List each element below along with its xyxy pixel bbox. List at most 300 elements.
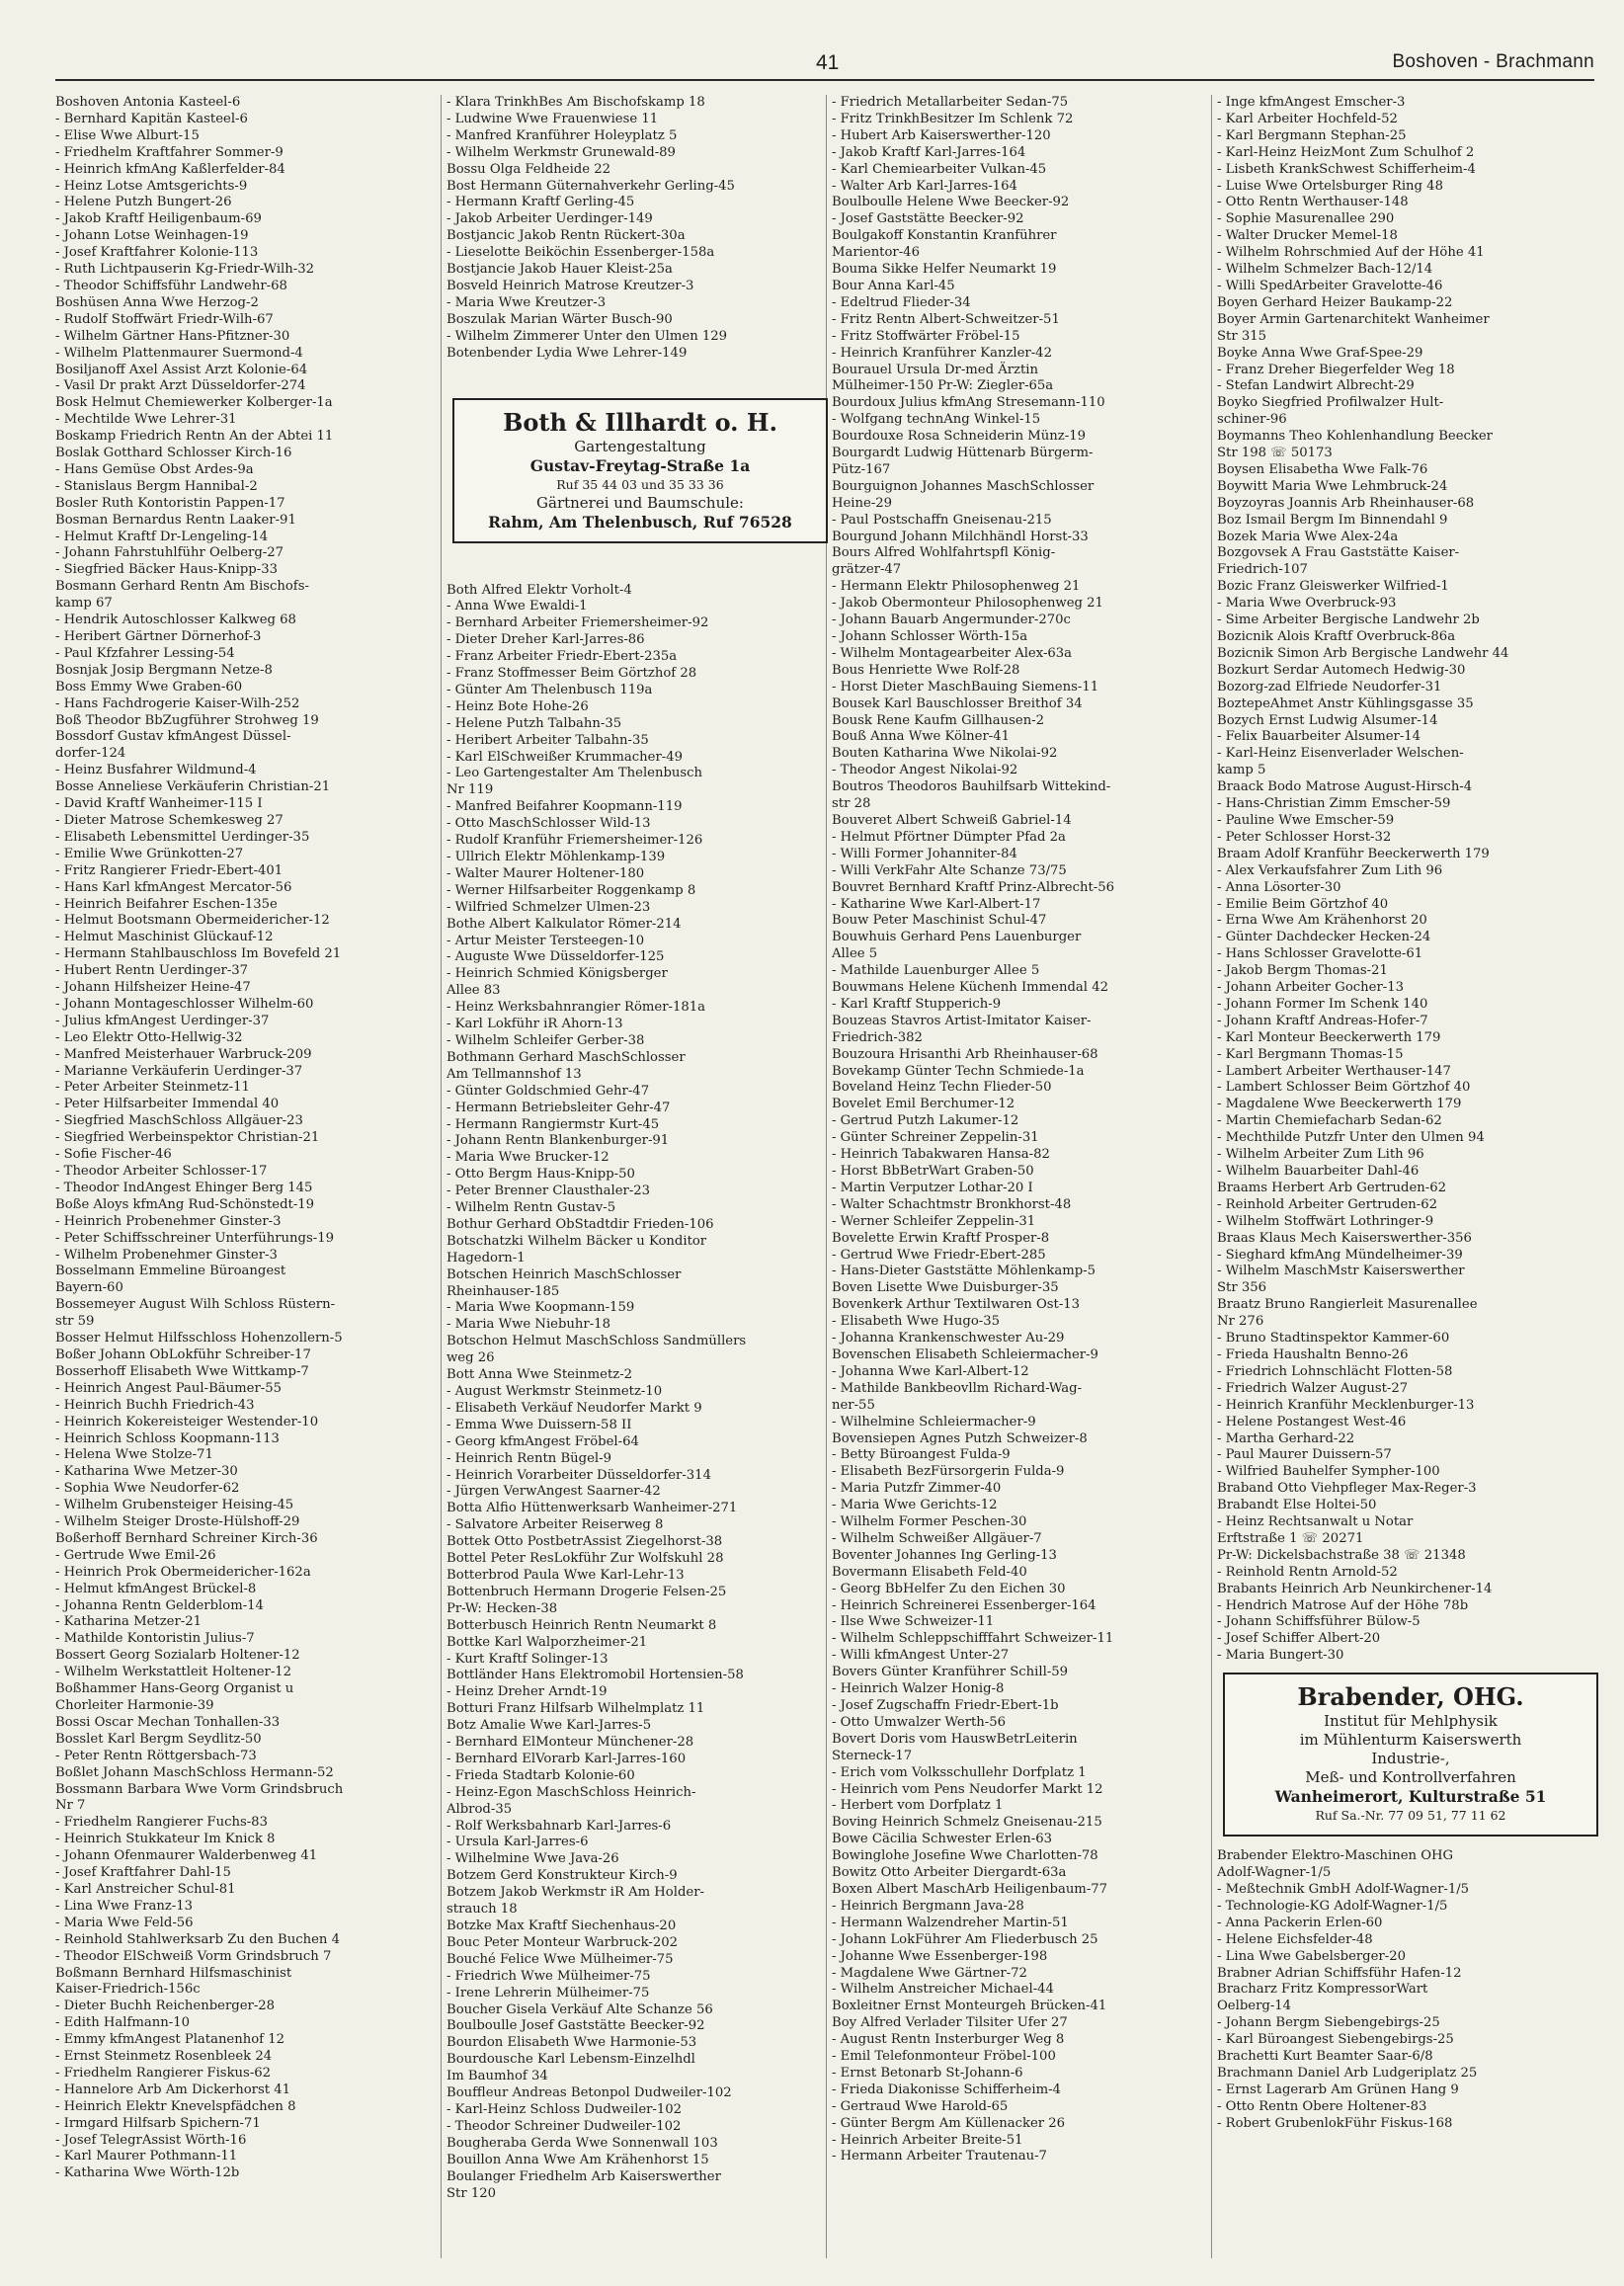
directory-entry: Bovers Günter Kranführer Schill-59 <box>832 1665 1069 1680</box>
directory-entry: - Günter Schreiner Zeppelin-31 <box>832 1130 1039 1146</box>
directory-entry: - Willi VerkFahr Alte Schanze 73/75 <box>832 862 1067 878</box>
directory-entry: Boße Aloys kfmAng Rud-Schönstedt-19 <box>55 1196 315 1212</box>
directory-entry: - Helene Putzh Talbahn-35 <box>447 715 622 731</box>
directory-entry: - Heinrich vom Pens Neudorfer Markt 12 <box>832 1781 1103 1797</box>
directory-entry: - Sieghard kfmAng Mündelheimer-39 <box>1217 1247 1463 1263</box>
directory-entry: - Frieda Diakonisse Schifferheim-4 <box>832 2082 1061 2097</box>
directory-entry: - Emil Telefonmonteur Fröbel-100 <box>832 2049 1056 2065</box>
directory-entry: Bott Anna Wwe Steinmetz-2 <box>447 1367 633 1383</box>
directory-entry: - Ursula Karl-Jarres-6 <box>447 1835 589 1850</box>
directory-entry: Boss Emmy Wwe Graben-60 <box>55 679 243 694</box>
directory-entry: str 28 <box>832 796 871 812</box>
directory-entry: - Heinrich Buchh Friedrich-43 <box>55 1397 255 1413</box>
directory-entry: - Wilhelm Rohrschmied Auf der Höhe 41 <box>1217 245 1485 261</box>
directory-entry: Str 120 <box>447 2185 497 2201</box>
directory-entry: Bozgovsek A Frau Gaststätte Kaiser- <box>1217 545 1460 561</box>
directory-entry: - Wilfried Schmelzer Ulmen-23 <box>447 899 651 915</box>
directory-entry: Bowinglohe Josefine Wwe Charlotten-78 <box>832 1848 1098 1864</box>
directory-entry: Boyer Armin Gartenarchitekt Wanheimer <box>1217 311 1490 327</box>
directory-entry: - Heinrich Vorarbeiter Düsseldorfer-314 <box>447 1467 711 1483</box>
directory-entry: - Otto Bergm Haus-Knipp-50 <box>447 1167 635 1183</box>
directory-entry: Bosnjak Josip Bergmann Netze-8 <box>55 662 273 678</box>
directory-entry: - Josef Schiffer Albert-20 <box>1217 1631 1381 1647</box>
directory-entry: - Fritz Rangierer Friedr-Ebert-401 <box>55 862 284 878</box>
directory-entry: - Martha Gerhard-22 <box>1217 1430 1355 1446</box>
directory-entry: Boulgakoff Konstantin Kranführer <box>832 228 1057 244</box>
directory-entry: Bousk Rene Kaufm Gillhausen-2 <box>832 712 1045 728</box>
directory-entry: - Heinrich Schloss Koopmann-113 <box>55 1430 280 1446</box>
directory-entry: Braband Otto Viehpfleger Max-Reger-3 <box>1217 1481 1477 1497</box>
directory-entry: - Helmut Kraftf Dr-Lengeling-14 <box>55 529 269 544</box>
directory-entry: Boxleitner Ernst Monteurgeh Brücken-41 <box>832 1999 1107 2014</box>
directory-entry: - Ullrich Elektr Möhlenkamp-139 <box>447 850 666 864</box>
directory-entry: - Helmut kfmAngest Brückel-8 <box>55 1581 257 1596</box>
directory-entry: - Helene Putzh Bungert-26 <box>55 195 232 210</box>
ad-address: Gustav-Freytag-Straße 1a <box>529 455 751 475</box>
column-1-entries <box>55 95 443 2182</box>
directory-entry: Bayern-60 <box>55 1280 123 1296</box>
directory-entry: - Wilhelm Grubensteiger Heising-45 <box>55 1498 294 1513</box>
directory-entry: - Karl Monteur Beeckerwerth 179 <box>1217 1029 1441 1045</box>
directory-entry: Boszulak Marian Wärter Busch-90 <box>447 311 673 327</box>
directory-entry: - Mathilde Kontoristin Julius-7 <box>55 1631 255 1647</box>
directory-entry: - Inge kfmAngest Emscher-3 <box>1217 95 1406 110</box>
directory-entry: - Bernhard ElVorarb Karl-Jarres-160 <box>447 1751 687 1766</box>
directory-entry: Boy Alfred Verlader Tilsiter Ufer 27 <box>832 2015 1068 2031</box>
directory-entry: Braas Klaus Mech Kaiserswerther-356 <box>1217 1230 1472 1246</box>
directory-entry: - Maria Wwe Gerichts-12 <box>832 1498 998 1513</box>
directory-entry: Bour Anna Karl-45 <box>832 278 955 293</box>
directory-entry: - Emma Wwe Duissern-58 II <box>447 1417 632 1432</box>
directory-entry: Bozek Maria Wwe Alex-24a <box>1217 529 1399 544</box>
directory-entry: Oelberg-14 <box>1217 1999 1292 2014</box>
directory-entry: - Wilhelm Arbeiter Zum Lith 96 <box>1217 1147 1424 1163</box>
directory-entry: - Willi Former Johanniter-84 <box>832 846 1017 861</box>
directory-entry: Boyen Gerhard Heizer Baukamp-22 <box>1217 294 1453 310</box>
directory-entry: Boutros Theodoros Bauhilfsarb Wittekind- <box>832 779 1111 795</box>
directory-entry: Bottenbruch Hermann Drogerie Felsen-25 <box>447 1584 727 1599</box>
directory-entry: Bostjancie Jakob Hauer Kleist-25a <box>447 262 673 278</box>
directory-entry: - Wilhelm Rentn Gustav-5 <box>447 1200 616 1216</box>
directory-entry: - Hermann Rangiermstr Kurt-45 <box>447 1116 660 1132</box>
directory-entry: Bouvret Bernhard Kraftf Prinz-Albrecht-56 <box>832 879 1115 895</box>
directory-entry: Bosiljanoff Axel Assist Arzt Kolonie-64 <box>55 362 308 377</box>
directory-entry: - David Kraftf Wanheimer-115 I <box>55 796 263 812</box>
directory-entry: Bottek Otto PostbetrAssist Ziegelhorst-38 <box>447 1534 723 1550</box>
directory-entry: Bowitz Otto Arbeiter Diergardt-63a <box>832 1865 1067 1881</box>
directory-entry: Bostjancic Jakob Rentn Rückert-30a <box>447 228 686 244</box>
directory-entry: - Hannelore Arb Am Dickerhorst 41 <box>55 2082 290 2097</box>
directory-entry: - Theodor ElSchweiß Vorm Grindsbruch 7 <box>55 1948 332 1964</box>
directory-entry: Bourdouxe Rosa Schneiderin Münz-19 <box>832 429 1086 445</box>
ad-phone: Ruf 35 44 03 und 35 33 36 <box>556 476 724 492</box>
directory-entry: Pr-W: Dickelsbachstraße 38 ☏ 21348 <box>1217 1547 1466 1563</box>
directory-entry: weg 26 <box>447 1350 495 1366</box>
directory-entry: - Manfred Meisterhauer Warbruck-209 <box>55 1046 312 1062</box>
directory-entry: - Karl-Heinz Schloss Dudweiler-102 <box>447 2101 683 2117</box>
directory-entry: Chorleiter Harmonie-39 <box>55 1698 214 1713</box>
directory-entry: ner-55 <box>832 1397 875 1413</box>
column-1 <box>55 95 443 2268</box>
directory-entry: - Lisbeth KrankSchwest Schifferheim-4 <box>1217 161 1476 177</box>
directory-entry: - Katharina Metzer-21 <box>55 1614 202 1630</box>
directory-entry: Bothmann Gerhard MaschSchlosser <box>447 1049 686 1065</box>
advertisement-both-illhardt <box>452 398 828 543</box>
directory-entry: - Marianne Verkäuferin Uerdinger-37 <box>55 1063 303 1079</box>
ad-phone: Ruf Sa.-Nr. 77 09 51, 77 11 62 <box>1315 1808 1506 1824</box>
directory-entry: Bozic Franz Gleiswerker Wilfried-1 <box>1217 579 1449 595</box>
page-number: 41 <box>816 51 840 74</box>
directory-entry: - Hans Schlosser Gravelotte-61 <box>1217 946 1423 962</box>
header-rule <box>55 79 1594 81</box>
directory-entry: Boysen Elisabetha Wwe Falk-76 <box>1217 461 1428 477</box>
directory-entry: Bouma Sikke Helfer Neumarkt 19 <box>832 262 1057 278</box>
directory-entry: - Technologie-KG Adolf-Wagner-1/5 <box>1217 1898 1448 1914</box>
directory-entry: - Johanna Krankenschwester Au-29 <box>832 1331 1065 1347</box>
directory-entry: - Heinz Lotse Amtsgerichts-9 <box>55 178 248 194</box>
directory-entry: Boshoven Antonia Kasteel-6 <box>55 95 241 110</box>
directory-entry: Bourdoux Julius kfmAng Stresemann-110 <box>832 395 1105 411</box>
directory-entry: Brachmann Daniel Arb Ludgeriplatz 25 <box>1217 2065 1478 2081</box>
directory-entry: - Sophia Wwe Neudorfer-62 <box>55 1481 240 1497</box>
directory-entry: Botterbusch Heinrich Rentn Neumarkt 8 <box>447 1617 717 1633</box>
directory-entry: - Johann Hilfsheizer Heine-47 <box>55 980 251 996</box>
directory-entry: - Otto Umwalzer Werth-56 <box>832 1714 1007 1730</box>
directory-entry: - Pauline Wwe Emscher-59 <box>1217 812 1395 828</box>
directory-entry: - Johann Montageschlosser Wilhelm-60 <box>55 996 314 1012</box>
directory-entry: - Heinz-Egon MaschSchloss Heinrich- <box>447 1784 696 1800</box>
directory-entry: Bosveld Heinrich Matrose Kreutzer-3 <box>447 278 694 293</box>
directory-entry: Botschatzki Wilhelm Bäcker u Konditor <box>447 1233 707 1249</box>
directory-entry: Boveland Heinz Techn Flieder-50 <box>832 1080 1052 1096</box>
directory-entry: Bozych Ernst Ludwig Alsumer-14 <box>1217 712 1438 728</box>
directory-entry: - Herbert vom Dorfplatz 1 <box>832 1798 1004 1814</box>
ad-line: Gartengestaltung <box>574 437 706 455</box>
directory-entry: - Bernhard Kapitän Kasteel-6 <box>55 111 248 126</box>
directory-entry: - Willi SpedArbeiter Gravelotte-46 <box>1217 278 1443 293</box>
directory-entry: - Werner Schleifer Zeppelin-31 <box>832 1213 1036 1229</box>
directory-entry: Friedrich-107 <box>1217 562 1308 578</box>
directory-entry: - Martin Chemiefacharb Sedan-62 <box>1217 1113 1442 1129</box>
directory-entry: - Wilhelm Gärtner Hans-Pfitzner-30 <box>55 328 290 344</box>
directory-entry: - Willi kfmAngest Unter-27 <box>832 1648 1010 1664</box>
directory-entry: - Helmut Pförtner Dümpter Pfad 2a <box>832 829 1066 845</box>
directory-entry: - Wilhelm Zimmerer Unter den Ulmen 129 <box>447 328 728 344</box>
directory-entry: - Bernhard Arbeiter Friemersheimer-92 <box>447 615 709 631</box>
directory-entry: - Elisabeth Verkäuf Neudorfer Markt 9 <box>447 1400 702 1416</box>
directory-entry: - Wilhelm Werkstattleit Holtener-12 <box>55 1665 292 1680</box>
directory-entry: Boß Theodor BbZugführer Strohweg 19 <box>55 712 319 728</box>
directory-entry: Boulboulle Helene Wwe Beecker-92 <box>832 195 1070 210</box>
directory-entry: - Horst Dieter MaschBauing Siemens-11 <box>832 679 1099 694</box>
directory-entry: - Fritz TrinkhBesitzer Im Schlenk 72 <box>832 111 1074 126</box>
directory-entry: - Reinhold Stahlwerksarb Zu den Buchen 4 <box>55 1931 340 1947</box>
directory-entry: Bouwmans Helene Küchenh Immendal 42 <box>832 980 1108 996</box>
directory-entry: - Georg BbHelfer Zu den Eichen 30 <box>832 1581 1066 1596</box>
directory-entry: - Leo Gartengestalter Am Thelenbusch <box>447 766 703 781</box>
directory-entry: Bossert Georg Sozialarb Holtener-12 <box>55 1648 300 1664</box>
directory-entry: - Wilhelmine Schleiermacher-9 <box>832 1414 1036 1429</box>
directory-entry: Am Tellmannshof 13 <box>447 1066 582 1082</box>
directory-entry: - Mechtilde Wwe Lehrer-31 <box>55 412 237 428</box>
directory-entry: - August Werkmstr Steinmetz-10 <box>447 1384 663 1399</box>
directory-entry: Bosslet Karl Bergm Seydlitz-50 <box>55 1731 262 1747</box>
directory-entry: - Heinrich Kranführ Mecklenburger-13 <box>1217 1397 1475 1413</box>
directory-entry: Nr 119 <box>447 782 494 798</box>
directory-entry: Albrod-35 <box>447 1801 513 1817</box>
directory-entry: Str 356 <box>1217 1280 1267 1296</box>
directory-entry: - Heinz Busfahrer Wildmund-4 <box>55 763 257 778</box>
directory-entry: - Siegfried Werbeinspektor Christian-21 <box>55 1130 320 1146</box>
directory-entry: - Kurt Kraftf Solinger-13 <box>447 1651 609 1667</box>
directory-entry: - Wilhelmine Wwe Java-26 <box>447 1851 619 1867</box>
directory-entry: Hagedorn-1 <box>447 1250 526 1265</box>
directory-entry: - Johanna Rentn Gelderblom-14 <box>55 1597 264 1613</box>
directory-entry: Boßlet Johann MaschSchloss Hermann-52 <box>55 1764 334 1780</box>
directory-entry: - Maria Wwe Brucker-12 <box>447 1150 609 1166</box>
directory-entry: - Peter Hilfsarbeiter Immendal 40 <box>55 1097 280 1112</box>
directory-entry: - Johann Rentn Blankenburger-91 <box>447 1133 670 1149</box>
directory-entry: - Mechthilde Putzfr Unter den Ulmen 94 <box>1217 1130 1485 1146</box>
directory-entry: - Hermann Kraftf Gerling-45 <box>447 195 635 210</box>
directory-entry: - Wilhelm Bauarbeiter Dahl-46 <box>1217 1164 1420 1179</box>
directory-entry: - Gertrud Putzh Lakumer-12 <box>832 1113 1019 1129</box>
directory-entry: - Heinrich Walzer Honig-8 <box>832 1681 1005 1697</box>
directory-entry: - Heinrich Bergmann Java-28 <box>832 1898 1024 1914</box>
directory-entry: - Peter Brenner Clausthaler-23 <box>447 1184 651 1199</box>
directory-entry: - Heinrich Angest Paul-Bäumer-55 <box>55 1380 282 1396</box>
directory-entry: - Gertrud Wwe Friedr-Ebert-285 <box>832 1247 1046 1263</box>
directory-entry: - Dieter Matrose Schemkesweg 27 <box>55 812 284 828</box>
directory-entry: Bosler Ruth Kontoristin Pappen-17 <box>55 495 285 511</box>
directory-entry: Bowe Cäcilia Schwester Erlen-63 <box>832 1832 1053 1847</box>
directory-entry: - Walter Maurer Holtener-180 <box>447 865 645 881</box>
directory-entry: Kaiser-Friedrich-156c <box>55 1982 201 1998</box>
directory-entry: - Paul Kfzfahrer Lessing-54 <box>55 645 235 661</box>
directory-entry: Bosmann Gerhard Rentn Am Bischofs- <box>55 579 309 595</box>
directory-entry: - Betty Büroangest Fulda-9 <box>832 1447 1011 1463</box>
directory-entry: - Johann Schlosser Wörth-15a <box>832 629 1028 644</box>
directory-entry: - Jakob Obermonteur Philosophenweg 21 <box>832 596 1103 612</box>
directory-entry: - Klara TrinkhBes Am Bischofskamp 18 <box>447 95 705 110</box>
directory-entry: - Hermann Walzendreher Martin-51 <box>832 1915 1069 1930</box>
directory-entry: - Ilse Wwe Schweizer-11 <box>832 1614 995 1630</box>
directory-entry: - Otto Rentn Obere Holtener-83 <box>1217 2098 1427 2114</box>
directory-entry: - Heinz Dreher Arndt-19 <box>447 1684 608 1700</box>
directory-entry: Boyke Anna Wwe Graf-Spee-29 <box>1217 345 1423 361</box>
directory-entry: - Heinrich Rentn Bügel-9 <box>447 1450 611 1466</box>
directory-entry: strauch 18 <box>447 1902 518 1918</box>
directory-entry: Bosse Anneliese Verkäuferin Christian-21 <box>55 779 331 795</box>
directory-entry: Boxen Albert MaschArb Heiligenbaum-77 <box>832 1881 1108 1897</box>
directory-entry: Boßer Johann ObLokführ Schreiber-17 <box>55 1347 311 1362</box>
directory-entry: BoztepeAhmet Anstr Kühlingsgasse 35 <box>1217 695 1474 711</box>
column-2 <box>447 95 834 2268</box>
directory-entry: - Robert GrubenlokFühr Fiskus-168 <box>1217 2115 1453 2131</box>
directory-entry: - Maria Wwe Overbruck-93 <box>1217 596 1397 612</box>
directory-entry: Bourdon Elisabeth Wwe Harmonie-53 <box>447 2035 697 2051</box>
ad-line: im Mühlenturm Kaiserswerth <box>1299 1731 1522 1750</box>
directory-entry: - Artur Meister Tersteegen-10 <box>447 933 645 948</box>
advertisement-brabender <box>1223 1673 1598 1837</box>
directory-entry: - Friedrich Walzer August-27 <box>1217 1380 1409 1396</box>
directory-entry: - Reinhold Arbeiter Gertruden-62 <box>1217 1196 1437 1212</box>
directory-entry: - Heinrich Tabakwaren Hansa-82 <box>832 1147 1050 1163</box>
directory-entry: - Ludwine Wwe Frauenwiese 11 <box>447 111 659 126</box>
directory-entry: Nr 276 <box>1217 1314 1264 1330</box>
directory-entry: - Edith Halfmann-10 <box>55 2015 190 2031</box>
directory-entry: - Friedrich Lohnschlächt Flotten-58 <box>1217 1363 1453 1379</box>
directory-entry: - Maria Wwe Kreutzer-3 <box>447 294 607 310</box>
ad-line: Gärtnerei und Baumschule: <box>536 493 744 512</box>
directory-entry: - Emilie Beim Görtzhof 40 <box>1217 896 1389 912</box>
directory-entry: Boßmann Bernhard Hilfsmaschinist <box>55 1965 292 1981</box>
directory-entry: Pütz-167 <box>832 461 891 477</box>
directory-entry: - Irmgard Hilfsarb Spichern-71 <box>55 2115 261 2131</box>
directory-entry: - Jakob Arbeiter Uerdinger-149 <box>447 211 653 227</box>
directory-entry: Braams Herbert Arb Gertruden-62 <box>1217 1180 1447 1195</box>
directory-entry: - Julius kfmAngest Uerdinger-37 <box>55 1013 270 1028</box>
directory-entry: Bous Henriette Wwe Rolf-28 <box>832 662 1020 678</box>
directory-entry: - Frieda Haushaltn Benno-26 <box>1217 1347 1409 1362</box>
directory-entry: Botschon Helmut MaschSchloss Sandmüllers <box>447 1334 747 1349</box>
directory-entry: - Wilhelm Steiger Droste-Hülshoff-29 <box>55 1514 300 1530</box>
directory-entry: Braam Adolf Kranführ Beeckerwerth 179 <box>1217 846 1490 861</box>
directory-entry: schiner-96 <box>1217 412 1287 428</box>
directory-entry: Boulanger Friedhelm Arb Kaiserswerther <box>447 2168 721 2184</box>
directory-entry: - Jürgen VerwAngest Saarner-42 <box>447 1484 661 1500</box>
directory-entry: - Heinz Rechtsanwalt u Notar <box>1217 1514 1414 1530</box>
directory-entry: - Hans Gemüse Obst Ardes-9a <box>55 461 254 477</box>
directory-entry: - Peter Schiffsschreiner Unterführungs-19 <box>55 1230 334 1246</box>
directory-entry: - Karl-Heinz HeizMont Zum Schulhof 2 <box>1217 144 1475 160</box>
directory-entry: Im Baumhof 34 <box>447 2069 548 2084</box>
directory-entry: Botta Alfio Hüttenwerksarb Wanheimer-271 <box>447 1501 738 1516</box>
directory-entry: Boven Lisette Wwe Duisburger-35 <box>832 1280 1059 1296</box>
directory-entry: - Dieter Buchh Reichenberger-28 <box>55 1999 276 2014</box>
directory-entry: - Elisabeth BezFürsorgerin Fulda-9 <box>832 1464 1065 1480</box>
directory-entry: - Mathilde Bankbeovllm Richard-Wag- <box>832 1380 1083 1396</box>
directory-entry: Bourdousche Karl Lebensm-Einzelhdl <box>447 2052 695 2068</box>
directory-entry: - Karl Chemiearbeiter Vulkan-45 <box>832 161 1047 177</box>
directory-entry: - Friedhelm Rangierer Fuchs-83 <box>55 1815 268 1831</box>
directory-entry: - Johann Arbeiter Gocher-13 <box>1217 980 1404 996</box>
directory-entry: - Wilhelm Montagearbeiter Alex-63a <box>832 645 1073 661</box>
directory-entry: - Salvatore Arbeiter Reiserweg 8 <box>447 1517 664 1533</box>
directory-entry: Bovelet Emil Berchumer-12 <box>832 1097 1015 1112</box>
column-3-entries <box>832 95 1219 2165</box>
column-4-entries-top <box>1217 95 1604 1665</box>
directory-entry: - Emilie Wwe Grünkotten-27 <box>55 846 244 861</box>
directory-entry: kamp 5 <box>1217 763 1266 778</box>
directory-entry: - August Rentn Insterburger Weg 8 <box>832 2032 1065 2048</box>
directory-entry: - Stefan Landwirt Albrecht-29 <box>1217 378 1415 394</box>
directory-entry: - Heinrich Elektr Knevelspfädchen 8 <box>55 2098 296 2114</box>
directory-entry: Bossi Oscar Mechan Tonhallen-33 <box>55 1714 281 1730</box>
directory-entry: Bouveret Albert Schweiß Gabriel-14 <box>832 812 1072 828</box>
directory-entry: Boßhammer Hans-Georg Organist u <box>55 1681 294 1697</box>
directory-entry: - Franz Dreher Biegerfelder Weg 18 <box>1217 362 1455 377</box>
directory-entry: - Sofie Fischer-46 <box>55 1147 172 1163</box>
directory-entry: - Rudolf Stoffwärt Friedr-Wilh-67 <box>55 311 274 327</box>
directory-entry: - Bruno Stadtinspektor Kammer-60 <box>1217 1331 1450 1347</box>
directory-entry: Bozkurt Serdar Automech Hedwig-30 <box>1217 662 1466 678</box>
ad-address: Wanheimerort, Kulturstraße 51 <box>1274 1787 1547 1807</box>
directory-entry: - Erna Wwe Am Krähenhorst 20 <box>1217 913 1427 929</box>
directory-entry: - Karl Kraftf Stupperich-9 <box>832 996 1002 1012</box>
directory-entry: - Theodor Schreiner Dudweiler-102 <box>447 2118 682 2134</box>
directory-entry: - Johann Ofenmaurer Walderbenweg 41 <box>55 1848 318 1864</box>
directory-entry: Botzke Max Kraftf Siechenhaus-20 <box>447 1919 677 1933</box>
directory-entry: Botschen Heinrich MaschSchlosser <box>447 1266 682 1282</box>
directory-entry: - Manfred Beifahrer Koopmann-119 <box>447 799 683 815</box>
directory-entry: - Lambert Schlosser Beim Görtzhof 40 <box>1217 1080 1471 1096</box>
directory-entry: Botzem Gerd Konstrukteur Kirch-9 <box>447 1868 678 1884</box>
directory-entry: Bovenkerk Arthur Textilwaren Ost-13 <box>832 1297 1081 1313</box>
directory-entry: - Franz Stoffmesser Beim Görtzhof 28 <box>447 666 697 682</box>
directory-entry: - Hubert Arb Kaiserswerther-120 <box>832 127 1051 143</box>
directory-entry: - Heinrich Kokereisteiger Westender-10 <box>55 1414 319 1429</box>
directory-entry: - Peter Arbeiter Steinmetz-11 <box>55 1080 250 1096</box>
directory-entry: - Helene Eichsfelder-48 <box>1217 1931 1373 1947</box>
directory-entry: Bougheraba Gerda Wwe Sonnenwall 103 <box>447 2135 718 2151</box>
directory-entry: Bovensiepen Agnes Putzh Schweizer-8 <box>832 1430 1088 1446</box>
directory-entry: Boskamp Friedrich Rentn An der Abtei 11 <box>55 429 334 445</box>
directory-entry: Botturi Franz Hilfsarb Wilhelmplatz 11 <box>447 1701 705 1717</box>
directory-entry: Bousek Karl Bauschlosser Breithof 34 <box>832 695 1083 711</box>
directory-entry: - Emmy kfmAngest Platanenhof 12 <box>55 2032 285 2048</box>
directory-entry: - Heinrich Beifahrer Eschen-135e <box>55 896 278 912</box>
directory-entry: - Josef Zugschaffn Friedr-Ebert-1b <box>832 1698 1059 1713</box>
directory-entry: Botz Amalie Wwe Karl-Jarres-5 <box>447 1718 652 1734</box>
directory-entry: - Karl Bergmann Stephan-25 <box>1217 127 1407 143</box>
directory-entry: - Theodor IndAngest Ehinger Berg 145 <box>55 1180 313 1195</box>
directory-entry: - Karl-Heinz Eisenverlader Welschen- <box>1217 746 1464 762</box>
directory-entry: Brabants Heinrich Arb Neunkirchener-14 <box>1217 1581 1493 1596</box>
directory-entry: - Fritz Rentn Albert-Schweitzer-51 <box>832 311 1060 327</box>
directory-entry: - Wilhelm Former Peschen-30 <box>832 1514 1027 1530</box>
directory-entry: - Heinrich Arbeiter Breite-51 <box>832 2132 1023 2148</box>
directory-entry: - Gertrude Wwe Emil-26 <box>55 1547 216 1563</box>
directory-entry: - Dieter Dreher Karl-Jarres-86 <box>447 632 645 648</box>
directory-entry: kamp 67 <box>55 596 113 612</box>
directory-entry: Bourguignon Johannes MaschSchlosser <box>832 478 1095 494</box>
directory-entry: - Katharina Wwe Wörth-12b <box>55 2165 240 2181</box>
directory-entry: - Bernhard ElMonteur Münchener-28 <box>447 1735 694 1751</box>
directory-entry: - Karl Lokführ iR Ahorn-13 <box>447 1017 623 1032</box>
directory-entry: Bovert Doris vom HauswBetrLeiterin <box>832 1731 1078 1747</box>
directory-entry: Rheinhauser-185 <box>447 1283 560 1299</box>
directory-entry: - Heinz Werksbahnrangier Römer-181a <box>447 1000 706 1016</box>
directory-entry: Bouc Peter Monteur Warbruck-202 <box>447 1934 678 1950</box>
directory-entry: Botterbrod Paula Wwe Karl-Lehr-13 <box>447 1567 685 1583</box>
directory-entry: - Günter Am Thelenbusch 119a <box>447 682 653 697</box>
directory-entry: - Jakob Kraftf Karl-Jarres-164 <box>832 144 1026 160</box>
ad-line: Institut für Mehlphysik <box>1324 1712 1498 1731</box>
directory-entry: Mülheimer-150 Pr-W: Ziegler-65a <box>832 378 1054 394</box>
directory-entry: - Werner Hilfsarbeiter Roggenkamp 8 <box>447 882 696 898</box>
column-3 <box>832 95 1219 2268</box>
directory-entry: - Wilhelm Schmelzer Bach-12/14 <box>1217 262 1433 278</box>
directory-entry: - Heinrich Schmied Königsberger <box>447 966 668 982</box>
directory-entry: - Elise Wwe Alburt-15 <box>55 127 200 143</box>
directory-entry: - Josef TelegrAssist Wörth-16 <box>55 2132 247 2148</box>
directory-entry: - Wilhelm Anstreicher Michael-44 <box>832 1982 1054 1998</box>
directory-entry: Bouillon Anna Wwe Am Krähenhorst 15 <box>447 2152 709 2167</box>
directory-entry: - Mathilde Lauenburger Allee 5 <box>832 963 1040 979</box>
directory-entry: - Magdalene Wwe Gärtner-72 <box>832 1965 1027 1981</box>
directory-entry: - Heinrich Probenehmer Ginster-3 <box>55 1213 282 1229</box>
